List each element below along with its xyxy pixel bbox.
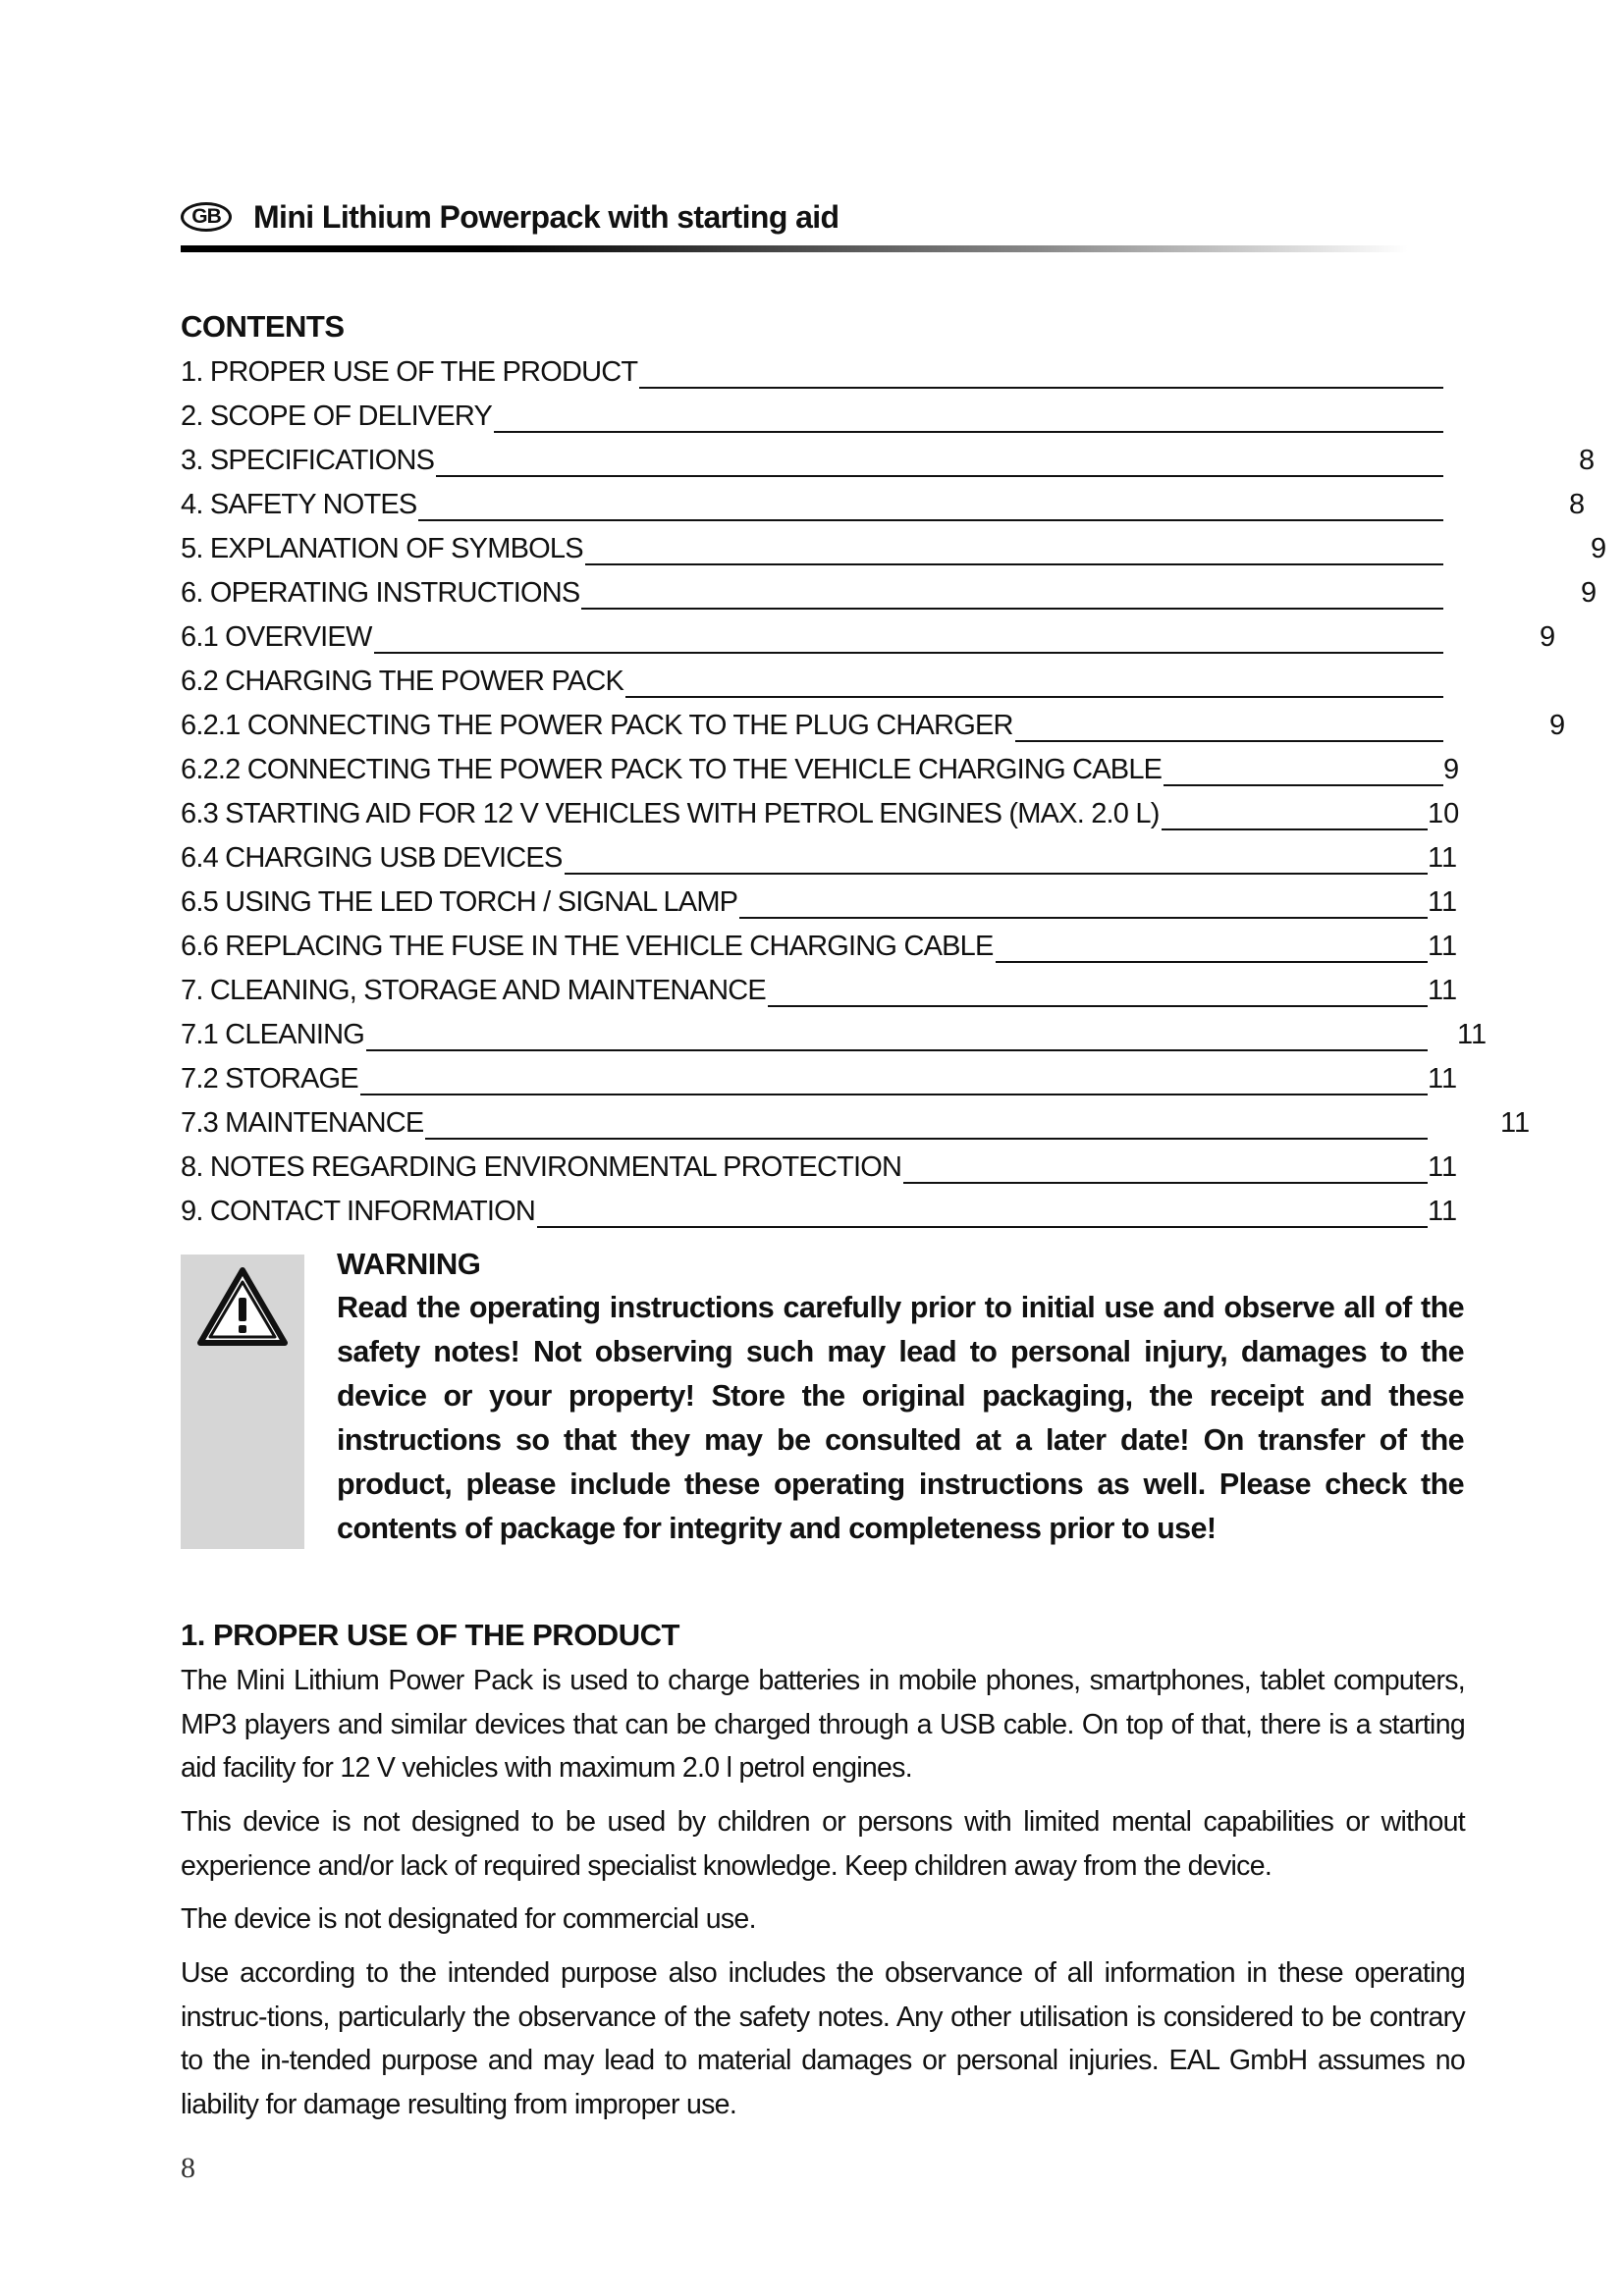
toc-entry-page: 10 [1428,798,1460,829]
toc-entry-label: 6.4 CHARGING USB DEVICES [181,842,563,874]
toc-entry-label: 6.5 USING THE LED TORCH / SIGNAL LAMP [181,886,738,918]
toc-entry-label: 6.3 STARTING AID FOR 12 V VEHICLES WITH PETROL ENGINES (MAX. 2.0 L) [181,798,1160,829]
toc-leader-line [181,1049,1428,1051]
toc-entry-page: 11 [1428,975,1458,1006]
toc-entry-page: 8 [1579,445,1596,476]
toc-entry-label: 6. OPERATING INSTRUCTIONS [181,577,580,609]
toc-entry[interactable] [181,661,1624,705]
toc-entry[interactable] [181,1191,1624,1235]
toc-entry-page: 11 [1500,1107,1531,1139]
warning-box [181,1255,304,1549]
toc-entry-label: 6.2.1 CONNECTING THE POWER PACK TO THE PLUG CHARGER [181,710,1013,741]
toc-entry[interactable] [181,484,1624,528]
toc-entry-page: 11 [1428,931,1458,962]
toc-entry-page: 9 [1443,754,1460,785]
warning-triangle-icon [196,1266,289,1352]
toc-entry-label: 8. NOTES REGARDING ENVIRONMENTAL PROTECTION [181,1151,902,1183]
toc-entry-label: 4. SAFETY NOTES [181,489,417,520]
toc-entry-label: 6.2.2 CONNECTING THE POWER PACK TO THE VEHICLE CHARGING CABLE [181,754,1163,785]
toc-entry-label: 2. SCOPE OF DELIVERY [181,400,493,432]
toc-entry-page: 8 [1569,489,1586,520]
toc-entry[interactable] [181,1014,1624,1058]
toc-entry-page: 9 [1581,577,1597,609]
paragraph: The device is not designated for commercial use. [181,1903,756,1935]
toc-entry[interactable] [181,528,1624,572]
toc-entry[interactable] [181,1147,1624,1191]
page-number: 8 [181,2152,195,2184]
contents-title: CONTENTS [181,309,345,344]
toc-entry-label: 7.2 STORAGE [181,1063,358,1095]
country-badge: GB [181,202,232,232]
toc-entry-label: 6.6 REPLACING THE FUSE IN THE VEHICLE CHARGING CABLE [181,931,994,962]
section-title: 1. PROPER USE OF THE PRODUCT [181,1618,679,1652]
toc-entry-label: 3. SPECIFICATIONS [181,445,435,476]
toc-entry[interactable] [181,616,1624,661]
header-title: Mini Lithium Powerpack with starting aid [253,198,839,235]
toc-entry-page: 9 [1549,710,1566,741]
paragraph: The Mini Lithium Power Pack is used to charge batteries in mobile phones, smartphones, tablet computers, MP3 players and similar devices that can be charged through a USB cable. On top of that, there is a starting aid facility for 12 V vehicles with maximum 2.0 l petrol engines. [181,1665,1465,1784]
paragraph: This device is not designed to be used by children or persons with limited mental capabilities or without experience and/or lack of required specialist knowledge. Keep children away from the device. [181,1806,1465,1882]
toc-entry[interactable] [181,970,1624,1014]
toc-entry-page: 9 [1540,621,1556,653]
warning-text: Read the operating instructions carefully prior to initial use and observe all of the safety notes! Not observing such may lead to personal injury, damages to the device or your property! Store the original packaging, the receipt and these instructions so that they may be consulted at a later date! On transfer of the product, please include these operating instructions as well. Please check the contents of package for integrity and completeness prior to use! [337,1291,1464,1545]
paragraph: Use according to the intended purpose also includes the observance of all information in these operating instruc-tions, particularly the observance of the safety notes. Any other utilisation is considered to be contrary to the in-tended purpose and may lead to material damages or personal injuries. EAL GmbH assumes no liability for damage resulting from improper use. [181,1957,1465,2120]
warning-title: WARNING [337,1247,481,1281]
toc-entry[interactable] [181,1058,1624,1102]
toc-entry-page: 11 [1428,886,1458,918]
toc-entry[interactable] [181,705,1624,749]
toc-entry[interactable] [181,396,1624,440]
toc-entry-label: 6.1 OVERVIEW [181,621,372,653]
toc-entry[interactable] [181,793,1624,837]
toc-entry[interactable] [181,440,1624,484]
table-of-contents [181,351,1624,1235]
toc-entry[interactable] [181,926,1624,970]
toc-entry-page: 11 [1457,1019,1488,1050]
toc-entry-page: 11 [1428,1196,1458,1227]
toc-entry[interactable] [181,1102,1624,1147]
toc-entry[interactable] [181,351,1624,396]
toc-entry[interactable] [181,572,1624,616]
toc-entry-label: 5. EXPLANATION OF SYMBOLS [181,533,583,564]
toc-entry-page: 11 [1428,842,1458,874]
toc-entry-label: 7.3 MAINTENANCE [181,1107,424,1139]
toc-entry-page: 9 [1591,533,1607,564]
page-header [181,196,839,238]
toc-leader-line [181,1094,1428,1095]
toc-entry-page: 11 [1428,1151,1458,1183]
toc-entry[interactable] [181,881,1624,926]
toc-entry-label: 9. CONTACT INFORMATION [181,1196,536,1227]
toc-entry-label: 1. PROPER USE OF THE PRODUCT [181,356,638,388]
toc-entry-label: 7. CLEANING, STORAGE AND MAINTENANCE [181,975,766,1006]
toc-entry-label: 7.1 CLEANING [181,1019,365,1050]
toc-entry[interactable] [181,749,1624,793]
header-rule [181,245,1408,252]
toc-entry[interactable] [181,837,1624,881]
toc-entry-label: 6.2 CHARGING THE POWER PACK [181,666,624,697]
toc-entry-page: 11 [1428,1063,1458,1095]
